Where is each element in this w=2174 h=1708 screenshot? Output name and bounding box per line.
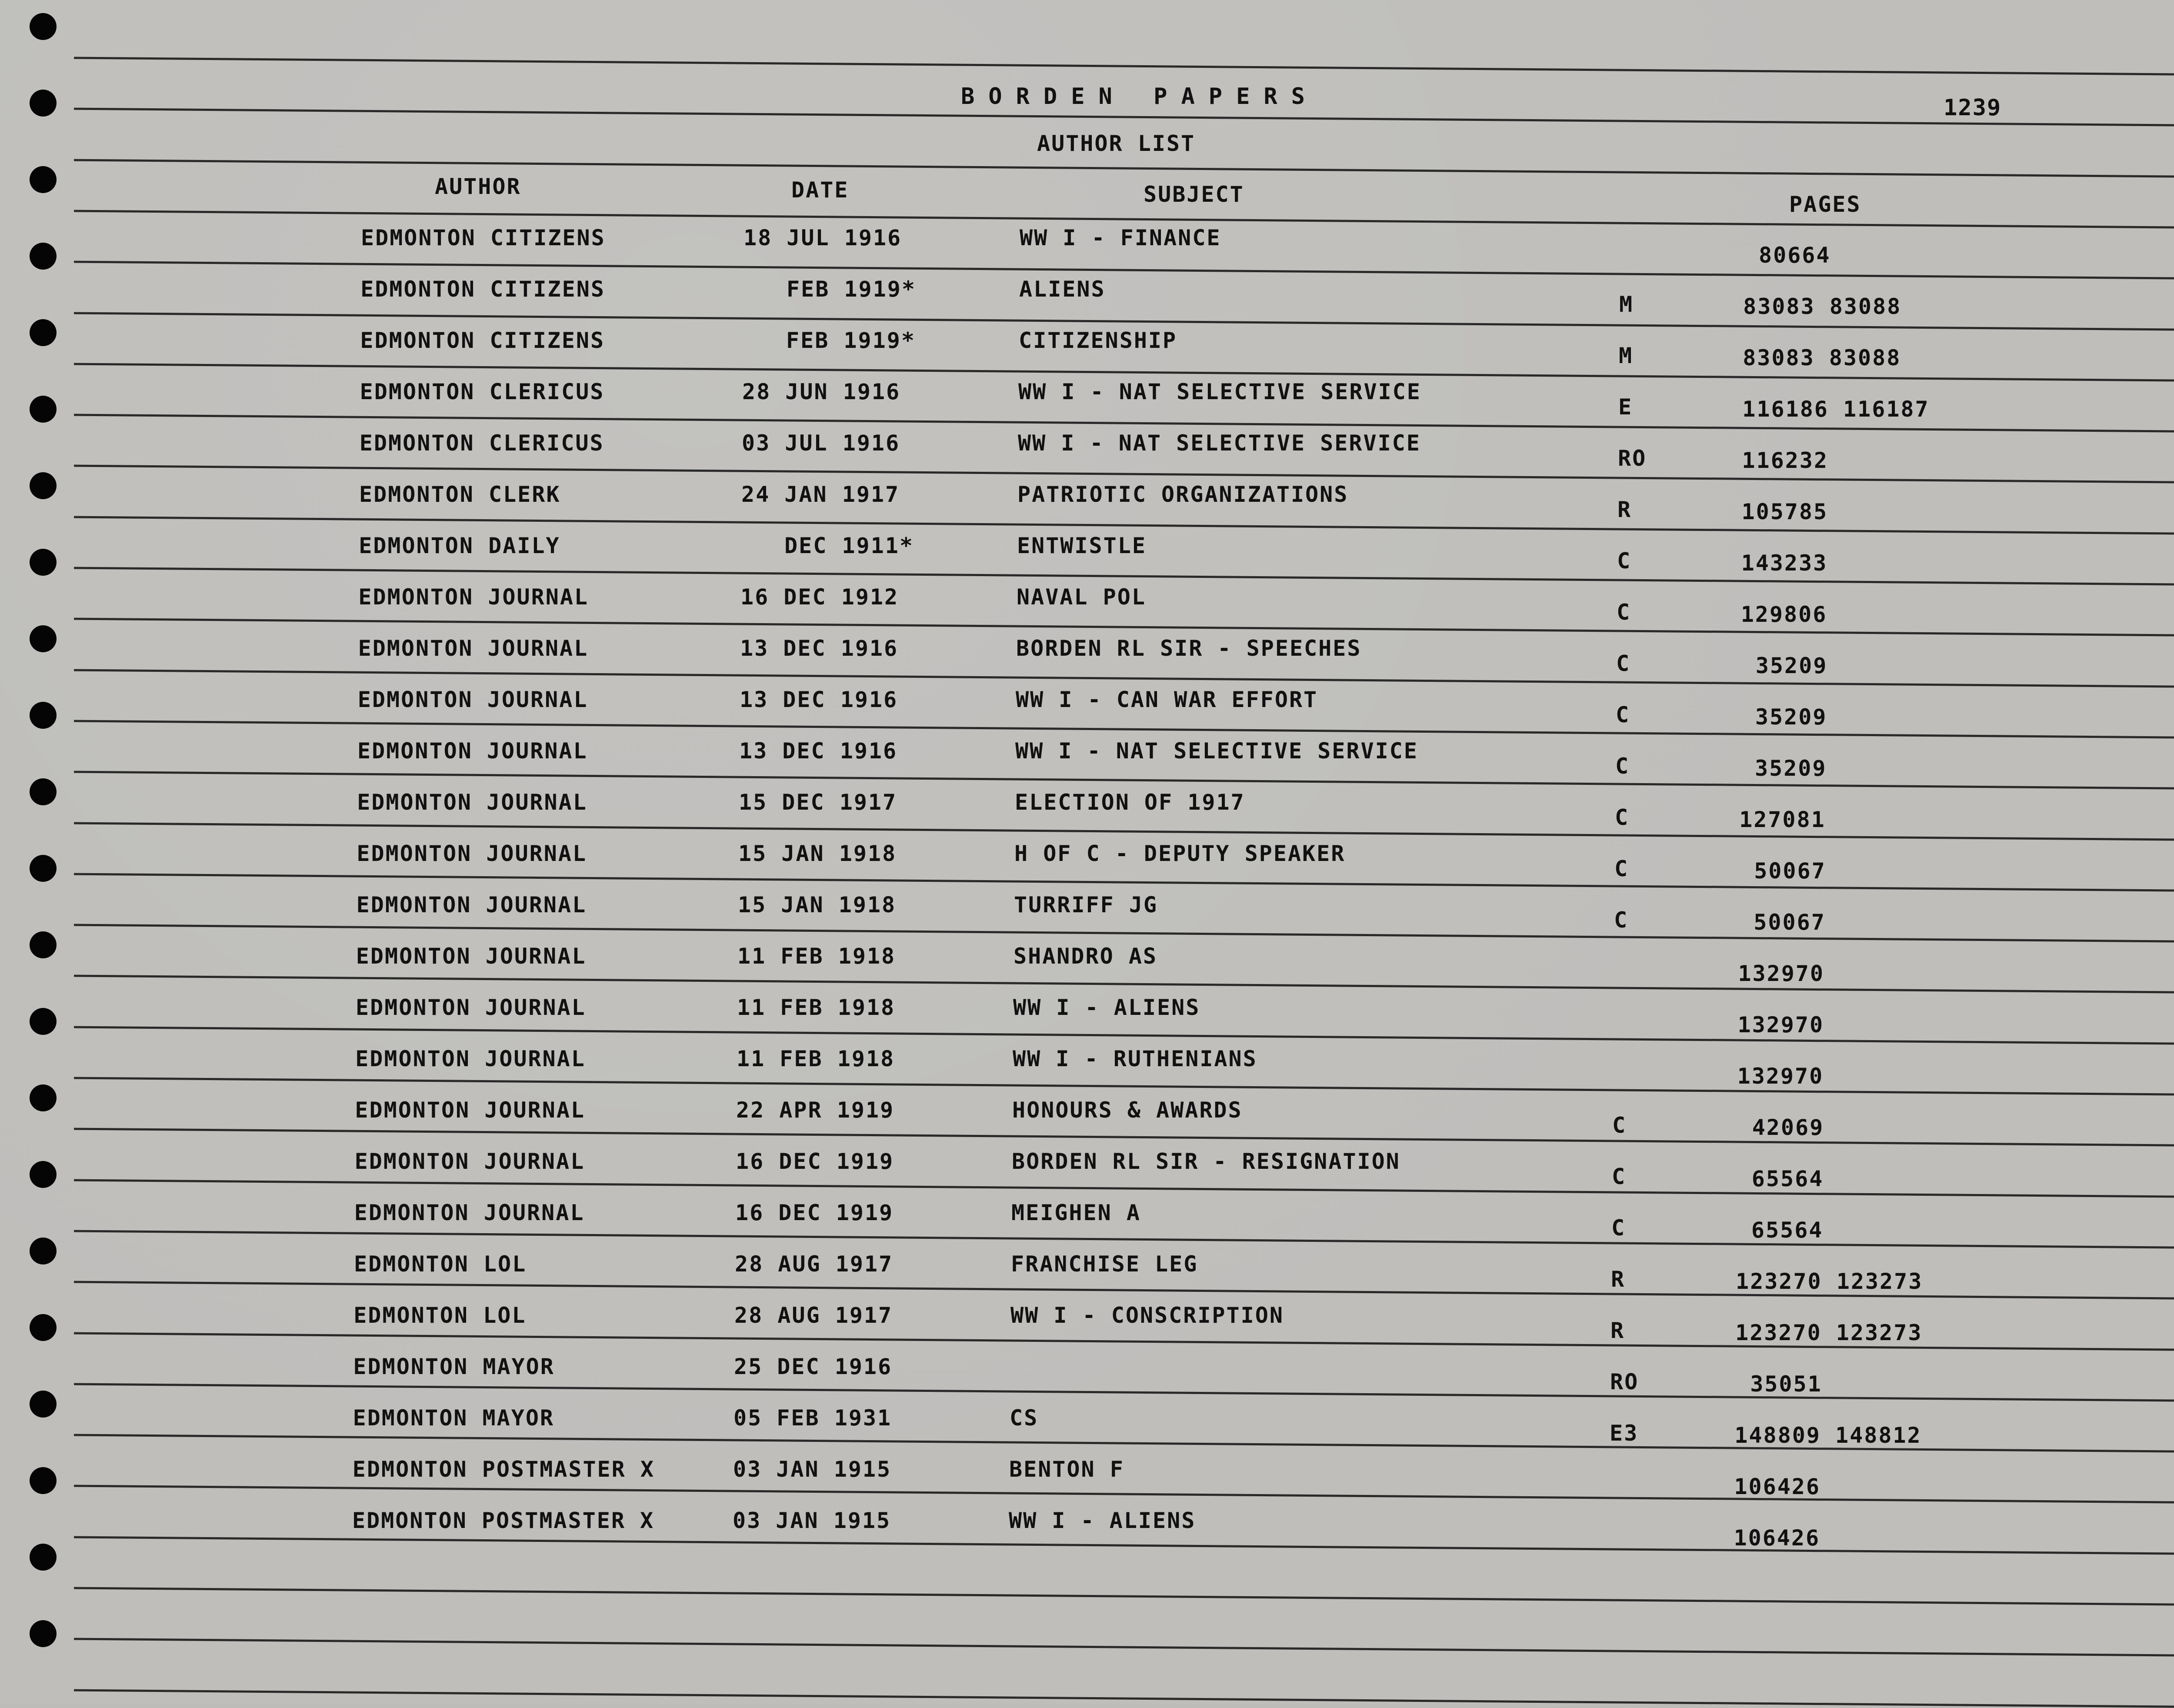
row-subject: ENTWISTLE	[1017, 533, 1147, 558]
row-author: EDMONTON JOURNAL	[356, 944, 587, 969]
ruled-line	[74, 1689, 2174, 1708]
row-code: E	[1618, 394, 1633, 420]
ruled-line	[74, 1230, 2174, 1249]
row-author: EDMONTON JOURNAL	[357, 738, 588, 764]
feed-hole	[30, 702, 57, 729]
row-subject: BORDEN RL SIR - SPEECHES	[1016, 636, 1362, 661]
row-code: R	[1617, 497, 1632, 522]
row-author: EDMONTON JOURNAL	[355, 1098, 586, 1123]
row-date: 24 JAN 1917	[741, 482, 900, 507]
row-author: EDMONTON LOL	[354, 1251, 527, 1277]
row-code: C	[1612, 1113, 1627, 1138]
feed-hole	[30, 13, 57, 40]
row-code: M	[1619, 343, 1634, 368]
row-pages: 35209	[1755, 653, 1828, 678]
row-pages: 143233	[1741, 550, 1828, 576]
ruled-line	[74, 159, 2174, 178]
ruled-line	[74, 1026, 2174, 1045]
ruled-line	[74, 1077, 2174, 1096]
row-pages: 105785	[1741, 499, 1828, 524]
row-subject: ALIENS	[1019, 277, 1106, 302]
row-author: EDMONTON JOURNAL	[356, 995, 586, 1020]
row-pages: 123270 123273	[1735, 1320, 1923, 1345]
row-code: RO	[1610, 1369, 1639, 1394]
row-date: DEC 1911*	[784, 533, 914, 558]
row-author: EDMONTON POSTMASTER X	[352, 1457, 655, 1482]
feed-hole	[30, 855, 57, 882]
ruled-line	[74, 873, 2174, 892]
row-date: FEB 1919*	[787, 277, 916, 302]
row-author: EDMONTON JOURNAL	[355, 1046, 586, 1071]
row-pages: 65564	[1751, 1218, 1824, 1243]
ruled-line	[74, 1485, 2174, 1504]
row-date: 15 DEC 1917	[739, 790, 897, 815]
row-pages: 116186 116187	[1742, 397, 1930, 422]
row-date: 11 FEB 1918	[737, 944, 896, 969]
row-subject: FRANCHISE LEG	[1011, 1251, 1198, 1277]
row-author: EDMONTON CITIZENS	[360, 277, 605, 302]
ruled-line	[74, 1383, 2174, 1402]
row-subject: BENTON F	[1009, 1457, 1124, 1482]
row-date: 28 JUN 1916	[742, 379, 901, 404]
feed-hole	[30, 1008, 57, 1035]
row-code: C	[1617, 548, 1632, 574]
row-author: EDMONTON MAYOR	[353, 1405, 555, 1431]
row-author: EDMONTON CLERICUS	[360, 379, 605, 404]
row-subject: TURRIFF JG	[1014, 892, 1158, 917]
row-date: 16 DEC 1919	[736, 1149, 894, 1174]
row-author: EDMONTON JOURNAL	[357, 841, 587, 866]
row-code: M	[1619, 292, 1634, 317]
row-author: EDMONTON JOURNAL	[354, 1149, 585, 1174]
row-author: EDMONTON MAYOR	[353, 1354, 555, 1379]
row-date: 16 DEC 1912	[740, 584, 899, 610]
row-date: 16 DEC 1919	[735, 1200, 894, 1225]
row-subject: ELECTION OF 1917	[1015, 790, 1245, 815]
feed-hole	[30, 1391, 57, 1418]
feed-hole	[30, 931, 57, 958]
ruled-line	[74, 567, 2174, 586]
row-code: RO	[1618, 446, 1647, 471]
row-subject: CS	[1010, 1405, 1039, 1431]
row-pages: 35209	[1755, 704, 1827, 730]
row-date: 28 AUG 1917	[735, 1251, 894, 1277]
feed-hole	[30, 1161, 57, 1188]
row-pages: 106426	[1734, 1474, 1821, 1499]
ruled-line	[74, 1587, 2174, 1606]
row-pages: 132970	[1737, 1064, 1824, 1089]
ruled-line	[74, 108, 2174, 127]
feed-hole	[30, 166, 57, 193]
row-author: EDMONTON JOURNAL	[354, 1200, 585, 1225]
row-author: EDMONTON JOURNAL	[358, 636, 589, 661]
row-author: EDMONTON JOURNAL	[357, 687, 588, 712]
row-subject: WW I - NAT SELECTIVE SERVICE	[1015, 738, 1418, 764]
row-pages: 50067	[1754, 858, 1826, 884]
ruled-line	[74, 465, 2174, 484]
row-pages: 80664	[1759, 243, 1831, 268]
ruled-line	[74, 771, 2174, 790]
ruled-line	[74, 975, 2174, 994]
feed-hole	[30, 319, 57, 346]
row-author: EDMONTON JOURNAL	[357, 790, 587, 815]
row-date: 22 APR 1919	[736, 1098, 895, 1123]
row-pages: 132970	[1737, 1012, 1824, 1037]
row-code: C	[1617, 600, 1631, 625]
row-pages: 42069	[1752, 1115, 1824, 1140]
row-subject: HONOURS & AWARDS	[1012, 1098, 1243, 1123]
row-code: C	[1616, 651, 1631, 676]
row-author: EDMONTON POSTMASTER X	[352, 1508, 655, 1533]
feed-hole	[30, 778, 57, 805]
row-date: 13 DEC 1916	[740, 687, 898, 712]
ruled-line	[74, 669, 2174, 688]
column-header-subject: SUBJECT	[1144, 182, 1244, 207]
row-author: EDMONTON JOURNAL	[356, 892, 587, 917]
ruled-line	[74, 57, 2174, 76]
row-author: EDMONTON CITIZENS	[361, 225, 606, 250]
row-date: 11 FEB 1918	[737, 1046, 895, 1071]
row-date: 25 DEC 1916	[734, 1354, 893, 1379]
row-pages: 132970	[1738, 961, 1825, 986]
column-header-author: AUTHOR	[435, 174, 521, 199]
feed-hole	[30, 1620, 57, 1647]
row-subject: WW I - ALIENS	[1013, 995, 1200, 1020]
feed-hole	[30, 90, 57, 117]
row-code: C	[1612, 1164, 1627, 1189]
row-code: E3	[1610, 1421, 1639, 1446]
row-pages: 83083 83088	[1743, 294, 1902, 319]
ruled-line	[74, 516, 2174, 535]
row-code: R	[1611, 1267, 1626, 1292]
row-pages: 116232	[1742, 448, 1829, 473]
row-subject: PATRIOTIC ORGANIZATIONS	[1017, 482, 1349, 507]
row-subject: WW I - NAT SELECTIVE SERVICE	[1018, 379, 1421, 404]
row-pages: 127081	[1739, 807, 1826, 832]
row-subject: WW I - RUTHENIANS	[1013, 1046, 1257, 1071]
row-code: C	[1611, 1215, 1626, 1241]
column-header-pages: PAGES	[1789, 192, 1861, 217]
row-code: C	[1614, 856, 1629, 881]
row-pages: 65564	[1751, 1166, 1824, 1191]
page-number: 1239	[1944, 95, 2002, 121]
feed-hole	[30, 549, 57, 576]
row-code: C	[1614, 907, 1629, 933]
row-code: C	[1615, 805, 1630, 830]
row-code: C	[1616, 702, 1630, 727]
row-date: 05 FEB 1931	[734, 1405, 892, 1431]
row-pages: 50067	[1754, 910, 1826, 935]
row-code: C	[1615, 754, 1630, 779]
row-subject: WW I - FINANCE	[1020, 225, 1221, 250]
feed-hole	[30, 396, 57, 423]
feed-hole	[30, 1467, 57, 1494]
row-pages: 148809 148812	[1734, 1423, 1922, 1448]
document-subtitle: AUTHOR LIST	[1037, 131, 1196, 156]
ruled-line	[74, 924, 2174, 943]
row-subject: NAVAL POL	[1017, 584, 1146, 610]
row-date: 03 JAN 1915	[733, 1508, 891, 1533]
ruled-line	[74, 1536, 2174, 1555]
row-subject: WW I - CONSCRIPTION	[1010, 1303, 1284, 1328]
feed-hole	[30, 472, 57, 499]
row-subject: H OF C - DEPUTY SPEAKER	[1014, 841, 1346, 866]
row-date: 28 AUG 1917	[734, 1303, 893, 1328]
row-subject: WW I - ALIENS	[1009, 1508, 1196, 1533]
row-date: 03 JAN 1915	[733, 1457, 892, 1482]
row-pages: 129806	[1741, 602, 1827, 627]
ruled-line	[74, 1179, 2174, 1198]
feed-hole	[30, 1544, 57, 1571]
feed-hole	[30, 625, 57, 652]
ruled-line	[74, 822, 2174, 841]
feed-hole	[30, 1314, 57, 1341]
document-title: BORDEN PAPERS	[961, 83, 1319, 110]
row-subject: WW I - CAN WAR EFFORT	[1016, 687, 1318, 712]
row-subject: BORDEN RL SIR - RESIGNATION	[1012, 1149, 1400, 1174]
feed-hole	[30, 243, 57, 270]
row-date: 03 JUL 1916	[742, 430, 900, 456]
row-author: EDMONTON CITIZENS	[360, 328, 605, 353]
row-date: 13 DEC 1916	[740, 636, 899, 661]
column-header-date: DATE	[791, 177, 849, 203]
ruled-line	[74, 1638, 2174, 1657]
row-date: 13 DEC 1916	[739, 738, 898, 764]
row-date: FEB 1919*	[786, 328, 916, 353]
row-author: EDMONTON CLERICUS	[359, 430, 604, 456]
row-author: EDMONTON DAILY	[359, 533, 560, 558]
row-author: EDMONTON JOURNAL	[358, 584, 589, 610]
row-subject: WW I - NAT SELECTIVE SERVICE	[1018, 430, 1421, 456]
row-date: 15 JAN 1918	[738, 841, 897, 866]
row-date: 15 JAN 1918	[738, 892, 897, 917]
feed-hole	[30, 1084, 57, 1111]
row-subject: CITIZENSHIP	[1019, 328, 1177, 353]
row-pages: 83083 83088	[1743, 345, 1901, 370]
row-pages: 35209	[1755, 756, 1827, 781]
ruled-line	[74, 1128, 2174, 1147]
row-subject: SHANDRO AS	[1014, 944, 1158, 969]
ruled-line	[74, 618, 2174, 637]
row-pages: 123270 123273	[1736, 1269, 1923, 1294]
row-pages: 106426	[1734, 1525, 1821, 1551]
row-code: R	[1610, 1318, 1625, 1343]
row-author: EDMONTON CLERK	[359, 482, 561, 507]
row-date: 11 FEB 1918	[737, 995, 896, 1020]
feed-hole	[30, 1238, 57, 1264]
ruled-line	[74, 720, 2174, 739]
row-author: EDMONTON LOL	[353, 1303, 527, 1328]
row-date: 18 JUL 1916	[744, 225, 902, 250]
row-subject: MEIGHEN A	[1011, 1200, 1141, 1225]
row-pages: 35051	[1750, 1371, 1822, 1397]
